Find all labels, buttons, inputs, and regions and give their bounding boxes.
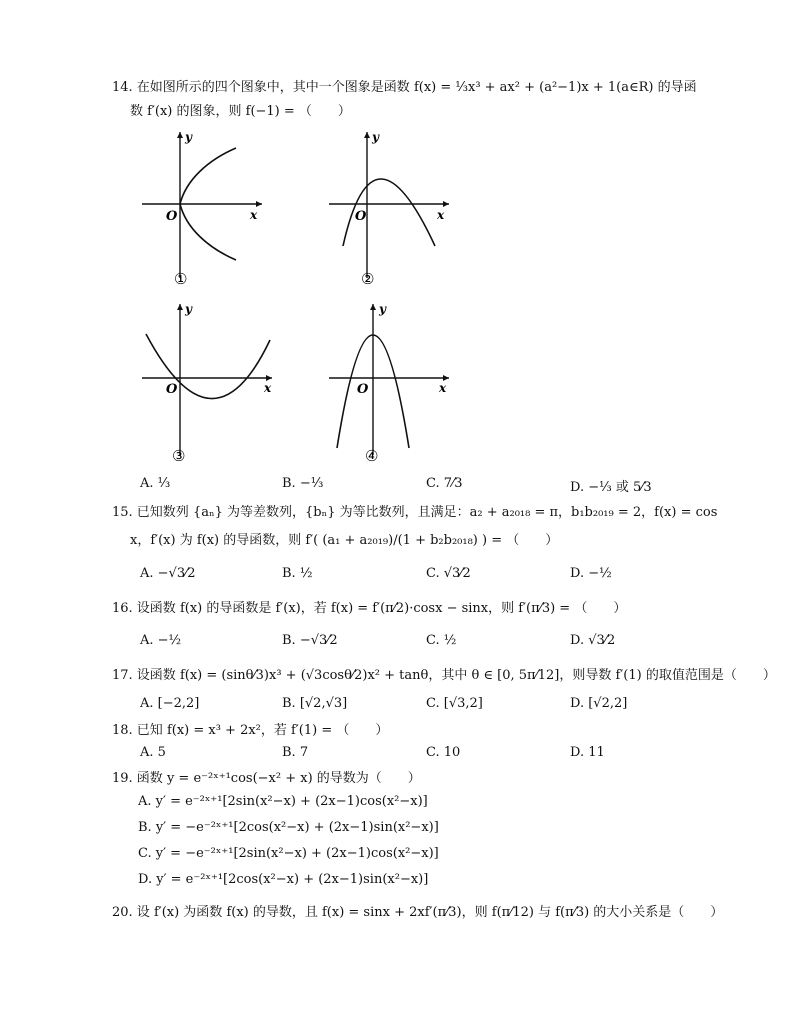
q15-option-a[interactable]: A. −√3⁄2: [140, 566, 196, 581]
q16-option-d[interactable]: D. √3⁄2: [570, 633, 616, 648]
graph-4: [325, 300, 455, 465]
q15-option-b[interactable]: B. ½: [282, 566, 313, 581]
q18-option-d[interactable]: D. 11: [570, 745, 605, 760]
q15-option-c[interactable]: C. √3⁄2: [426, 566, 471, 581]
graph-4-caption: ④: [365, 447, 379, 465]
q17-option-b[interactable]: B. [√2,√3]: [282, 696, 348, 711]
graph-3-y-arrow: [177, 304, 183, 310]
q17-option-a[interactable]: A. [−2,2]: [140, 696, 200, 711]
q18-stem: 18. 已知 f(x) = x³ + 2x²，若 f′(1) = （ ）: [112, 723, 389, 738]
graph-3-x-label: x: [264, 381, 272, 395]
graph-4-origin: O: [357, 382, 369, 397]
q17-options: [140, 696, 700, 716]
graph-2: [325, 128, 455, 288]
q19-option-d[interactable]: D. y′ = e⁻²ˣ⁺¹[2cos(x²−x) + (2x−1)sin(x²−x)]: [138, 872, 429, 887]
q16-options: [140, 633, 700, 653]
graph-1-caption: ①: [174, 270, 188, 288]
q19-option-b[interactable]: B. y′ = −e⁻²ˣ⁺¹[2cos(x²−x) + (2x−1)sin(x²−x)]: [138, 820, 439, 835]
q18-option-a[interactable]: A. 5: [140, 745, 166, 760]
q15-option-d[interactable]: D. −½: [570, 566, 612, 581]
graph-1-origin: O: [166, 209, 178, 224]
graph-1-y-arrow: [177, 132, 183, 138]
q15-options: [140, 566, 700, 586]
q19-option-a[interactable]: A. y′ = e⁻²ˣ⁺¹[2sin(x²−x) + (2x−1)cos(x²−x)]: [138, 794, 428, 809]
q18-option-b[interactable]: B. 7: [282, 745, 309, 760]
q14-option-d[interactable]: D. −⅓ 或 5⁄3: [570, 480, 652, 495]
q17-option-d[interactable]: D. [√2,2]: [570, 696, 628, 711]
graph-3-origin: O: [166, 382, 178, 397]
q17-stem: 17. 设函数 f(x) = (sinθ⁄3)x³ + (√3cosθ⁄2)x² + tanθ，其中 θ ∈ [0, 5π⁄12]，则导数 f′(1) 的取值范围是（ ）: [112, 668, 776, 683]
graph-1: [138, 128, 268, 288]
q17-option-c[interactable]: C. [√3,2]: [426, 696, 483, 711]
graph-4-y-label: y: [379, 302, 386, 316]
q14-stem-line2: 数 f′(x) 的图象，则 f(−1) = （ ）: [130, 104, 351, 119]
graph-3-curve: [146, 334, 270, 399]
q16-option-a[interactable]: A. −½: [140, 633, 182, 648]
q14-option-a[interactable]: A. ⅓: [140, 476, 171, 491]
graph-2-x-label: x: [437, 208, 445, 222]
q16-stem: 16. 设函数 f(x) 的导函数是 f′(x)，若 f(x) = f′(π⁄2)·cosx − sinx，则 f′(π⁄3) = （ ）: [112, 601, 627, 616]
q19-option-c[interactable]: C. y′ = −e⁻²ˣ⁺¹[2sin(x²−x) + (2x−1)cos(x²−x)]: [138, 846, 439, 861]
graph-4-x-label: x: [439, 381, 447, 395]
q14-option-c[interactable]: C. 7⁄3: [426, 476, 463, 491]
q18-option-c[interactable]: C. 10: [426, 745, 461, 760]
graph-3: [138, 300, 278, 465]
graph-2-x-arrow: [443, 201, 449, 207]
graph-2-origin: O: [355, 209, 367, 224]
graph-3-y-label: y: [185, 302, 192, 316]
q15-stem-line1: 15. 已知数列 {aₙ} 为等差数列，{bₙ} 为等比数列，且满足：a₂ + a₂₀₁₈ = π，b₁b₂₀₁₉ = 2，f(x) = cos: [112, 505, 718, 520]
q14-stem-line1: 14. 在如图所示的四个图象中，其中一个图象是函数 f(x) = ⅓x³ + ax² + (a²−1)x + 1(a∈R) 的导函: [112, 80, 697, 95]
graph-2-y-label: y: [372, 130, 379, 144]
q20-stem: 20. 设 f′(x) 为函数 f(x) 的导数，且 f(x) = sinx + 2xf′(π⁄3)，则 f(π⁄12) 与 f(π⁄3) 的大小关系是（ ）: [112, 905, 724, 920]
q14-options: [140, 476, 700, 496]
q16-option-c[interactable]: C. ½: [426, 633, 457, 648]
graph-1-x-arrow: [256, 201, 262, 207]
q15-stem-line2: x，f′(x) 为 f(x) 的导函数，则 f′( (a₁ + a₂₀₁₉)/(1 + b₂b₂₀₁₈) ) = （ ）: [130, 533, 559, 548]
q16-option-b[interactable]: B. −√3⁄2: [282, 633, 338, 648]
graph-3-caption: ③: [172, 447, 186, 465]
q14-option-b[interactable]: B. −⅓: [282, 476, 324, 491]
graph-2-caption: ②: [361, 270, 375, 288]
graph-1-x-label: x: [250, 208, 258, 222]
q19-stem: 19. 函数 y = e⁻²ˣ⁺¹cos(−x² + x) 的导数为（ ）: [112, 771, 421, 786]
q18-options: [140, 745, 700, 765]
graph-4-y-arrow: [370, 304, 376, 310]
graph-2-y-arrow: [364, 132, 370, 138]
graph-1-y-label: y: [185, 130, 192, 144]
